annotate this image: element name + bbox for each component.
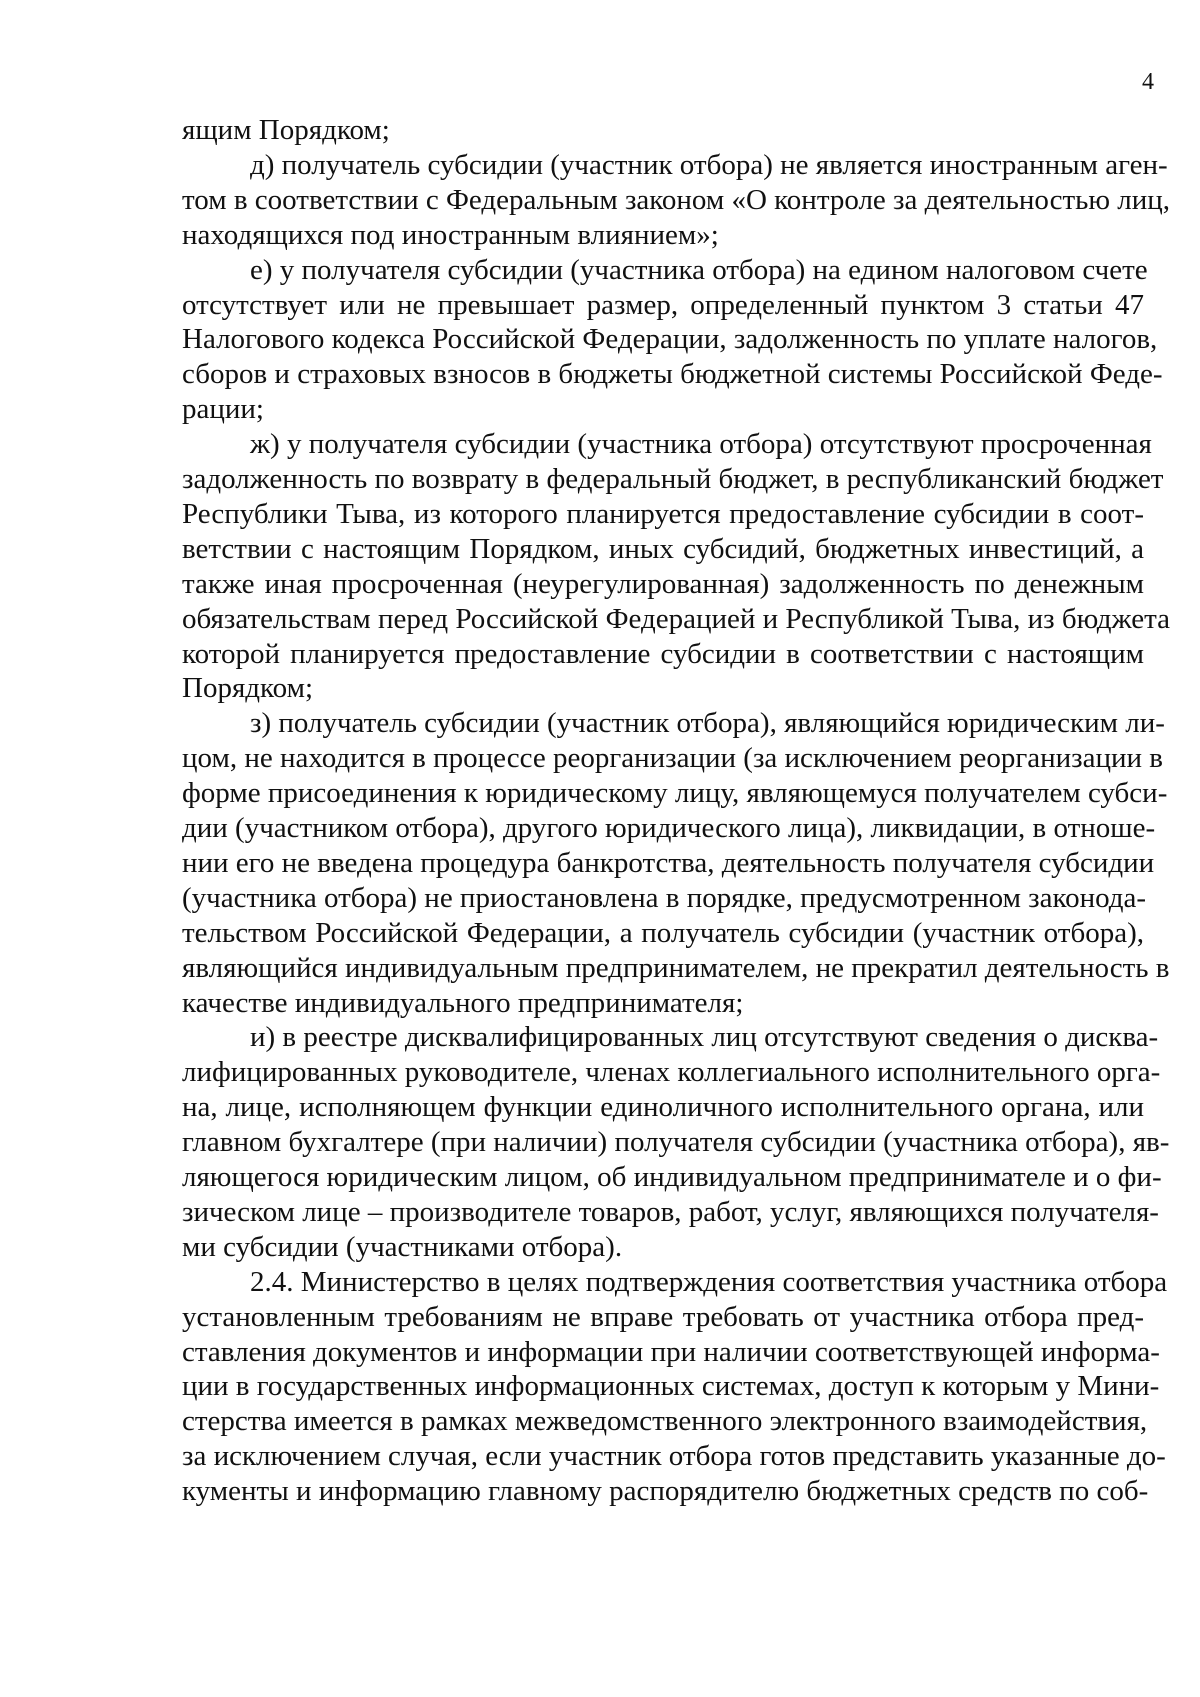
text-line: Порядком;	[182, 672, 314, 705]
text-line: тельством Российской Федерации, а получатель субсидии (участник отбора),	[182, 916, 1144, 949]
page-number: 4	[1142, 69, 1154, 95]
text-line: том в соответствии с Федеральным законом «О контроле за деятельностью лиц,	[182, 183, 1171, 216]
text-line: главном бухгалтере (при наличии) получателя субсидии (участника отбора), яв-	[182, 1126, 1170, 1159]
text-line: ж) у получателя субсидии (участника отбора) отсутствуют просроченная	[250, 428, 1152, 461]
text-line: нии его не введена процедура банкротства, деятельность получателя субсидии	[182, 846, 1155, 879]
text-line: ции в государственных информационных системах, доступ к которым у Мини-	[182, 1370, 1160, 1403]
text-line: обязательствам перед Российской Федерацией и Республикой Тыва, из бюджета	[182, 602, 1170, 635]
text-line: ми субсидии (участниками отбора).	[182, 1230, 623, 1263]
text-line: являющийся индивидуальным предпринимателем, не прекратил деятельность в	[182, 951, 1170, 984]
text-line: на, лице, исполняющем функции единоличного исполнительного органа, или	[182, 1091, 1144, 1124]
text-line: ставления документов и информации при наличии соответствующей информа-	[182, 1335, 1160, 1368]
text-line: ящим Порядком;	[182, 114, 390, 146]
text-line: качестве индивидуального предпринимателя;	[182, 986, 744, 1019]
text-line: е) у получателя субсидии (участника отбора) на едином налоговом счете	[250, 253, 1148, 286]
text-line: которой планируется предоставление субсидии в соответствии с настоящим	[182, 637, 1144, 670]
text-line: дии (участником отбора), другого юридического лица), ликвидации, в отноше-	[182, 812, 1156, 844]
text-line: также иная просроченная (неурегулированная) задолженность по денежным	[182, 567, 1144, 600]
text-line: Республики Тыва, из которого планируется предоставление субсидии в соот-	[182, 497, 1144, 530]
text-line: стерства имеется в рамках межведомственного электронного взаимодействия,	[182, 1405, 1148, 1438]
text-line: д) получатель субсидии (участник отбора) не является иностранным аген-	[250, 148, 1168, 181]
text-line: находящихся под иностранным влиянием»;	[182, 218, 719, 251]
text-line: установленным требованиям не вправе требовать от участника отбора пред-	[182, 1300, 1144, 1333]
text-line: зическом лице – производителе товаров, работ, услуг, являющихся получателя-	[182, 1195, 1159, 1228]
text-line: ветствии с настоящим Порядком, иных субсидий, бюджетных инвестиций, а	[182, 532, 1144, 565]
text-line: (участника отбора) не приостановлена в порядке, предусмотренном законода-	[182, 881, 1147, 914]
text-line: за исключением случая, если участник отбора готов представить указанные до-	[182, 1440, 1166, 1473]
text-line: отсутствует или не превышает размер, определенный пунктом 3 статьи 47	[182, 288, 1144, 321]
text-line: 2.4. Министерство в целях подтверждения соответствия участника отбора	[250, 1265, 1168, 1298]
text-line: ляющегося юридическим лицом, об индивидуальном предпринимателе и о фи-	[182, 1161, 1162, 1193]
text-line: з) получатель субсидии (участник отбора), являющийся юридическим ли-	[250, 707, 1165, 740]
text-line: задолженность по возврату в федеральный бюджет, в республиканский бюджет	[182, 463, 1164, 495]
text-line: и) в реестре дисквалифицированных лиц отсутствуют сведения о дисква-	[250, 1021, 1159, 1054]
text-line: цом, не находится в процессе реорганизации (за исключением реорганизации в	[182, 742, 1164, 775]
text-line: сборов и страховых взносов в бюджеты бюджетной системы Российской Феде-	[182, 358, 1163, 391]
text-line: кументы и информацию главному распорядителю бюджетных средств по соб-	[182, 1475, 1149, 1508]
text-line: форме присоединения к юридическому лицу, являющемуся получателем субси-	[182, 777, 1168, 810]
text-line: лифицированных руководителе, членах коллегиального исполнительного орга-	[182, 1056, 1161, 1089]
text-line: рации;	[182, 393, 264, 426]
text-line: Налогового кодекса Российской Федерации, задолженность по уплате налогов,	[182, 323, 1158, 356]
